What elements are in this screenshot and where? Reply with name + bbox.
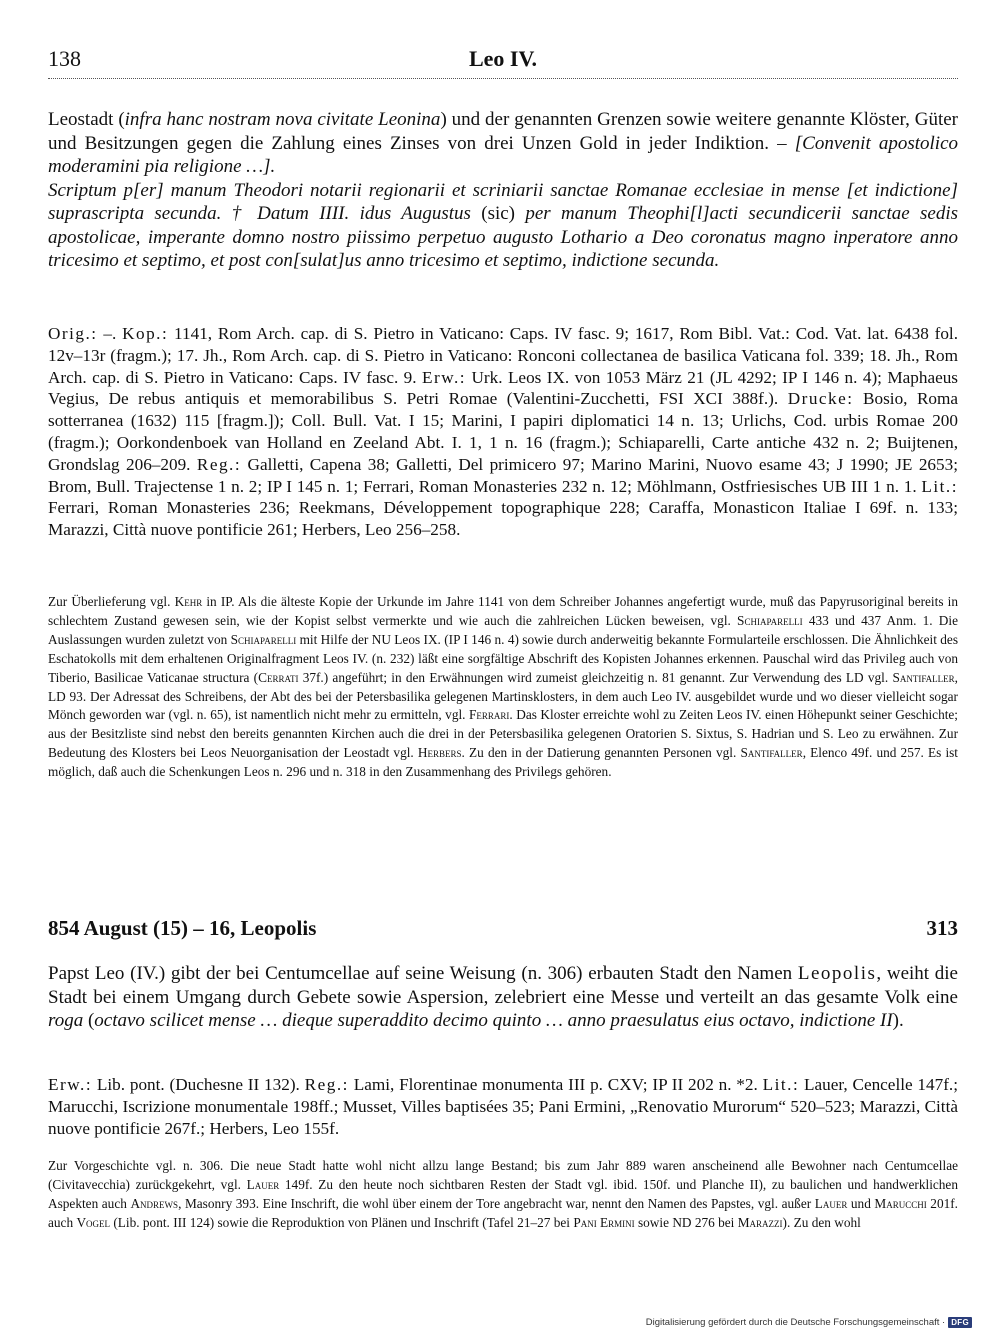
footer xyxy=(646,1317,972,1328)
page-number: 138 xyxy=(48,46,81,71)
prev-entry-text: Leostadt (infra hanc nostram nova civitate Leonina) und der genannten Grenzen sowie weitere genannte Klöster, Güter und Besitzungen gegen die Zahlung eines Zinses von drei Unzen Gold in jeder Indiktion. – [Convenit apostolico moderamini pia religione …]. Scriptum p[er] manum Theodori notarii regionarii et scriniarii sanctae Romanae ecclesiae in mense [et indictione] suprascripta secunda. † Datum IIII. idus Augustus (sic) per manum Theophi[l]acti secundicerii sanctae sedis apostolicae, imperante domno nostro piissimo perpetuo augusto Lothario a Deo coronatus magno inperatore anno tricesimo et septimo, et post con[sulat]us anno tricesimo et septimo, indictione secunda. xyxy=(48,109,959,271)
entry-commentary: Zur Vorgeschichte vgl. n. 306. Die neue Stadt hatte wohl nicht allzu lange Bestand; bis zum Jahr 889 waren anscheinend alle Bewohner nach Centumcellae (Civitavecchia) zurückgekehrt, vgl. Lauer 149f. Zu den heute noch sichtbaren Resten der Stadt vgl. ibid. 150f. und Planche II), zu baulichen und handwerklichen Aspekten auch Andrews, Masonry 393. Eine Inschrift, die wohl über einem der Tore angebracht war, nennt den Namen des Papstes, vgl. außer Lauer und Marucchi 201f. auch Vogel (Lib. pont. III 124) sowie die Reproduktion von Plänen und Inschrift (Tafel 21–27 bei Pani Ermini sowie ND 276 bei Marazzi). Zu den wohl xyxy=(48,1158,959,1230)
entry-references: Erw.: Lib. pont. (Duchesne II 132). Reg.: Lami, Florentinae monumenta III p. CXV; IP II 202 n. *2. Lit.: Lauer, Cencelle 147f.; Marucchi, Iscrizione monumentale 198ff.; Musset, Villes baptisées 35; Pani Ermini, „Renovatio Murorum“ 520–523; Marazzi, Città nuove pontificie 267f.; Herbers, Leo 155f. xyxy=(48,1075,958,1138)
entry-number: 313 xyxy=(926,916,958,940)
page-header xyxy=(48,46,958,76)
entry-date-place: 854 August (15) – 16, Leopolis xyxy=(48,916,317,940)
dfg-logo-icon: DFG xyxy=(948,1317,972,1328)
entry-heading xyxy=(48,916,958,944)
header-rule xyxy=(48,78,958,79)
prev-entry-commentary: Zur Überlieferung vgl. Kehr in IP. Als die älteste Kopie der Urkunde im Jahre 1141 von dem Schreiber Johannes angefertigt wurde, muß das Papyrusoriginal bereits in schlechtem Zustand gewesen sein, wie der Kopist selbst vermerkte und wie auch die zahlreichen Lücken beweisen, vgl. Schiaparelli 433 und 437 Anm. 1. Die Auslassungen wurden zuletzt von Schiaparelli mit Hilfe der NU Leos IX. (IP I 146 n. 4) sowie durch anderweitig bekannte Formularteile erschlossen. Die Ähnlichkeit des Eschatokolls mit dem erhaltenen Originalfragment Leos IV. (n. 232) läßt eine sorgfältige Abschrift des Kopisten Johannes erkennen. Pauschal wird das Privileg auch von Tiberio, Basilicae Vaticanae structura (Cerrati 37f.) angeführt; in den Erwähnungen wird zumeist gleichzeitig n. 81 genannt. Zur Verwendung des LD vgl. Santifaller, LD 93. Der Adressat des Schreibens, der Abt des bei der Petersbasilika gelegenen Martinsklosters, in dem auch Leo IV. ausgebildet wurde und wo dieser vielleicht sogar Mönch geworden war (vgl. n. 65), ist namentlich nicht mehr zu ermitteln, vgl. Ferrari. Das Kloster erreichte wohl zu Zeiten Leos IV. einen Höhepunkt seiner Geschichte; aus der Besitzliste sind nebst den bereits genannten Kirchen auch die drei in der Petersbasilika gelegenen Oratorien S. Sixtus, S. Hadrian und S. Leo zu erwähnen. Zur Bedeutung des Klosters bei Leos Neuorganisation der Leostadt vgl. Herbers. Zu den in der Datierung genannten Personen vgl. Santifaller, Elenco 49f. und 257. Es ist möglich, daß auch die Schenkungen Leos n. 296 und n. 318 in den Zusammenhang des Privilegs gehören. xyxy=(48,594,959,780)
running-title: Leo IV. xyxy=(468,46,538,71)
entry-summary: Papst Leo (IV.) gibt der bei Centumcellae auf seine Weisung (n. 306) erbauten Stadt den Namen Leopolis, weiht die Stadt bei einem Umgang durch Gebete sowie Aspersion, zelebriert eine Messe und verteilt an das gesamte Volk eine roga (octavo scilicet mense … dieque superaddito decimo quinto … anno praesulatus eius octavo, indictione II). xyxy=(48,963,958,1031)
prev-entry-references: Orig.: –. Kop.: 1141, Rom Arch. cap. di S. Pietro in Vaticano: Caps. IV fasc. 9; 1617, Rom Bibl. Vat.: Cod. Vat. lat. 6438 fol. 12v–13r (fragm.); 17. Jh., Rom Arch. cap. di S. Pietro in Vaticano: Ronconi collectanea de basilica Vaticana fol. 339; 18. Jh., Rom Arch. cap. di S. Pietro in Vaticano: Caps. IV fasc. 9. Erw.: Urk. Leos IX. von 1053 März 21 (JL 4292; IP I 146 n. 4); Maphaeus Vegius, De rebus antiquis et memorabilibus S. Petri Romae (Valentini-Zucchetti, FSI XCI 388f.). Drucke: Bosio, Roma sotterranea (1632) 115 [fragm.]); Coll. Bull. Vat. I 15; Marini, I papiri diplomatici 14 n. 13; Urlichs, Cod. urbis Romae 200 (fragm.); Oorkondenboek van Holland en Zeeland Abt. I. 1, 1 n. 16 (fragm.); Schiaparelli, Carte antiche 432 n. 2; Buijtenen, Grondslag 206–209. Reg.: Galletti, Capena 38; Galletti, Del primicero 97; Marino Marini, Nuovo esame 43; J 1990; JE 2653; Brom, Bull. Trajectense 1 n. 2; IP I 145 n. 1; Ferrari, Roman Monasteries 232 n. 12; Möhlmann, Ostfriesisches UB III 1 n. 1. Lit.: Ferrari, Roman Monasteries 236; Reekmans, Développement topographique 228; Caraffa, Monasticon Italiae I 69f. n. 133; Marazzi, Città nuove pontificie 261; Herbers, Leo 256–258. xyxy=(48,324,959,540)
footer-credit: Digitalisierung gefördert durch die Deutsche Forschungsgemeinschaft · xyxy=(645,1317,946,1328)
